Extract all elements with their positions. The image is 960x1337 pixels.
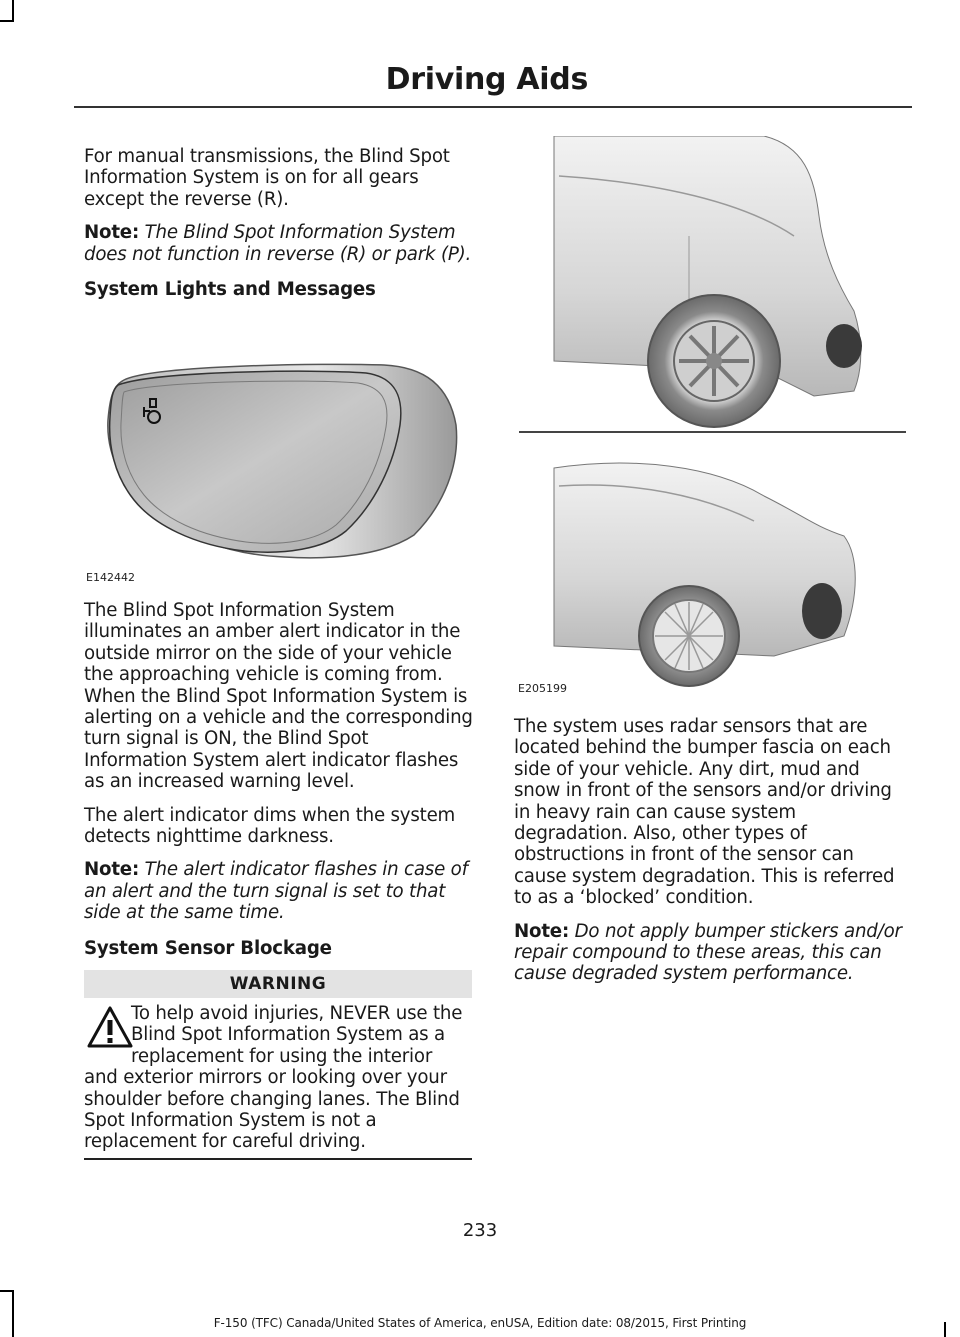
paragraph: The system uses radar sensors that are located behind the bumper fascia on each side of your vehicle. Any dirt, mud and snow in front of the sensors and/or driving in heavy rain can cause system degradation. Also, other types of obstructions in front of the sensor can cause system degradation. This is referred to as a ‘blocked’ condition. <box>514 716 895 909</box>
header-divider <box>74 106 912 108</box>
left-column-upper <box>84 146 476 300</box>
right-column-text <box>514 716 910 997</box>
crop-mark <box>0 20 14 22</box>
vehicle-rear-illustration <box>514 136 910 696</box>
section-heading: System Lights and Messages <box>84 279 376 301</box>
warning-text <box>84 1003 476 1153</box>
note-text: The alert indicator flashes in case of an alert and the turn signal is set to that side at the same time. <box>84 859 468 924</box>
warning-line: and exterior mirrors or looking over your shoulder before changing lanes. The Blind Spot Information System is not a replacement for careful driving. <box>84 1067 460 1153</box>
page-number: 233 <box>462 1220 498 1241</box>
note <box>84 222 476 265</box>
note-label: Note: <box>84 222 140 244</box>
note-text: The Blind Spot Information System does not function in reverse (R) or park (P). <box>84 222 472 265</box>
note-text: Do not apply bumper stickers and/or repair compound to these areas, this can cause degraded system performance. <box>514 920 902 985</box>
left-column-lower <box>84 600 476 959</box>
mirror-illustration <box>84 335 476 588</box>
paragraph: The alert indicator dims when the system detects nighttime darkness. <box>84 804 456 848</box>
crop-mark <box>12 0 14 22</box>
page-title: Driving Aids <box>385 62 588 97</box>
paragraph: The Blind Spot Information System illuminates an amber alert indicator in the outside mirror on the side of your vehicle the approaching vehicle is coming from. When the Blind Spot Information System is alerting on a vehicle and the corresponding turn signal is ON, the Blind Spot Information System alert indicator flashes as an increased warning level. <box>84 600 473 793</box>
warning-heading: WARNING <box>84 970 472 998</box>
note <box>514 921 910 985</box>
warning-line: replacement for using the interior <box>131 1045 433 1067</box>
vehicle-sensor-location-image <box>514 136 910 696</box>
figure-code: E142442 <box>86 571 135 584</box>
warning-divider <box>84 1158 472 1160</box>
figure-code: E205199 <box>518 682 567 695</box>
section-heading: System Sensor Blockage <box>84 937 332 959</box>
paragraph: For manual transmissions, the Blind Spot Information System is on for all gears except the reverse (R). <box>84 146 450 210</box>
edition-footer: F-150 (TFC) Canada/United States of America, enUSA, Edition date: 08/2015, First Printing <box>213 1316 747 1330</box>
note-label: Note: <box>514 920 570 942</box>
side-mirror-image <box>84 335 476 588</box>
warning-line: Blind Spot Information System as a <box>131 1024 445 1046</box>
warning-line: To help avoid injuries, NEVER use the <box>131 1003 463 1024</box>
note <box>84 859 476 923</box>
crop-mark <box>0 1290 14 1292</box>
note-label: Note: <box>84 859 140 881</box>
